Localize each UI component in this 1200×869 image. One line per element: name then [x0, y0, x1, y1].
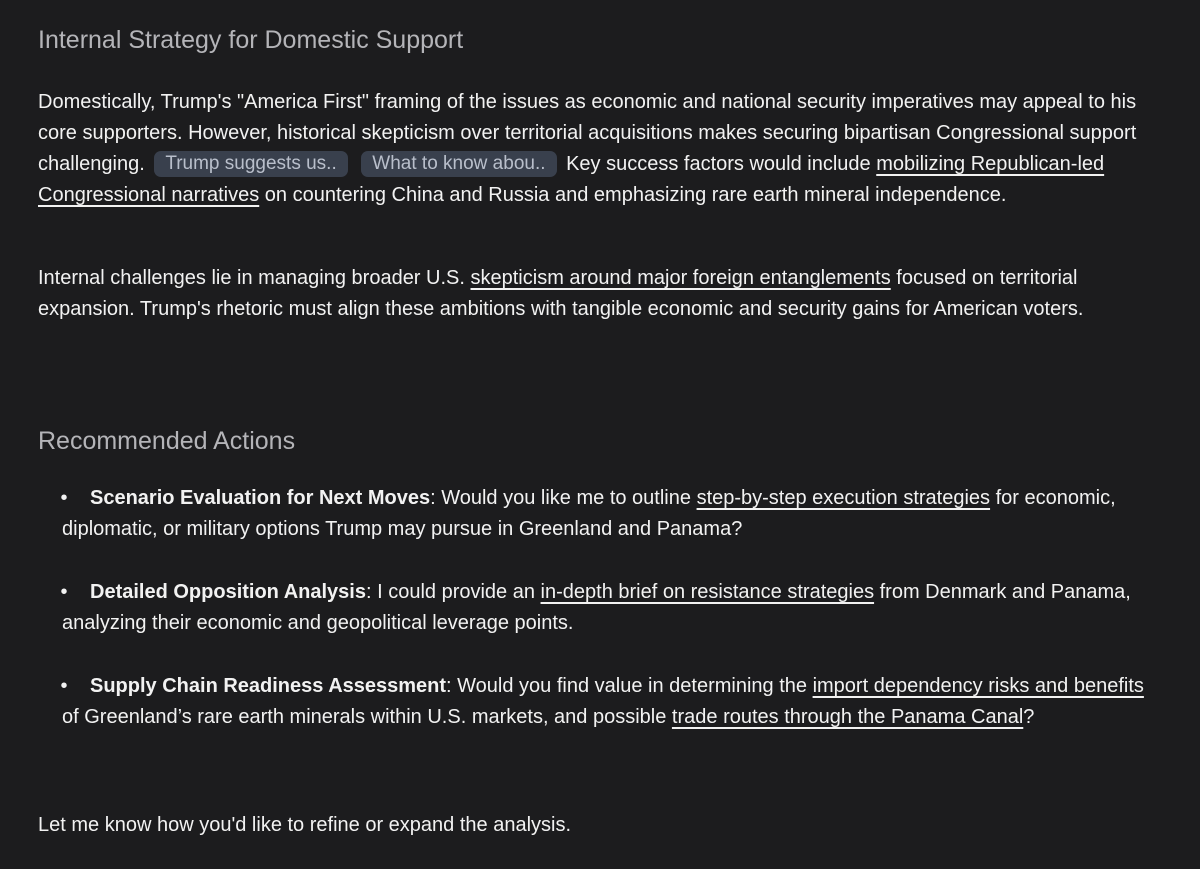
- bullet: •: [60, 581, 68, 603]
- bullet: •: [60, 675, 68, 697]
- list-item-text: from Denmark and Panama, analyzing their economic and geopolitical leverage points.: [62, 581, 1131, 634]
- source-chip-what-to-know[interactable]: What to know abou..: [361, 151, 556, 177]
- list-item-lead: Scenario Evaluation for Next Moves: [90, 487, 431, 509]
- section-title-domestic-support: Internal Strategy for Domestic Support: [38, 26, 464, 54]
- paragraph-text: focused on territorial expansion. Trump's rhetoric must align these ambitions with tangible economic and security gains for American voters.: [38, 267, 1084, 320]
- link-panama-canal-trade-routes[interactable]: trade routes through the Panama Canal: [671, 706, 1024, 728]
- list-item-body: [62, 483, 1158, 545]
- paragraph-internal-challenges: [38, 263, 1150, 325]
- closing-text: Let me know how you'd like to refine or expand the analysis.: [38, 814, 572, 836]
- list-item-body: [62, 577, 1158, 639]
- section-title-recommended-actions: Recommended Actions: [38, 427, 296, 455]
- paragraph-text: Domestically, Trump's "America First" framing of the issues as economic and national security imperatives may appeal to his core supporters. However, historical skepticism over territorial acquisitions makes securing bipartisan Congressional support challenging.: [38, 91, 1137, 175]
- list-item-supply-chain-assessment: [38, 671, 1158, 733]
- link-mobilizing-republican-narratives[interactable]: mobilizing Republican-led Congressional narratives: [38, 153, 1105, 206]
- list-item-text: of Greenland’s rare earth minerals within U.S. markets, and possible: [62, 706, 667, 728]
- paragraph-domestic-support: [38, 87, 1150, 211]
- list-item-body: [62, 671, 1158, 733]
- link-import-dependency-risks[interactable]: import dependency risks and benefits: [812, 675, 1144, 697]
- list-item-scenario-evaluation: [38, 483, 1158, 545]
- list-item-lead: Detailed Opposition Analysis: [90, 581, 366, 603]
- source-chip-trump-suggests[interactable]: Trump suggests us..: [154, 151, 347, 177]
- list-item-text: : Would you find value in determining the: [446, 675, 808, 697]
- list-item-text: : Would you like me to outline: [430, 487, 691, 509]
- paragraph-text: Internal challenges lie in managing broader U.S.: [38, 267, 465, 289]
- link-step-by-step-strategies[interactable]: step-by-step execution strategies: [696, 487, 991, 509]
- list-item-opposition-analysis: [38, 577, 1158, 639]
- recommended-actions-list: [38, 483, 1158, 765]
- link-resistance-strategies-brief[interactable]: in-depth brief on resistance strategies: [540, 581, 875, 603]
- paragraph-text: on countering China and Russia and emphasizing rare earth mineral independence.: [264, 184, 1007, 206]
- list-item-text: : I could provide an: [365, 581, 535, 603]
- paragraph-text: Key success factors would include: [566, 153, 871, 175]
- list-item-lead: Supply Chain Readiness Assessment: [90, 675, 447, 697]
- list-item-text: for economic, diplomatic, or military options Trump may pursue in Greenland and Panama?: [62, 487, 1116, 540]
- bullet: •: [60, 487, 68, 509]
- list-item-text: ?: [1023, 706, 1035, 728]
- link-skepticism-foreign-entanglements[interactable]: skepticism around major foreign entanglements: [470, 267, 891, 289]
